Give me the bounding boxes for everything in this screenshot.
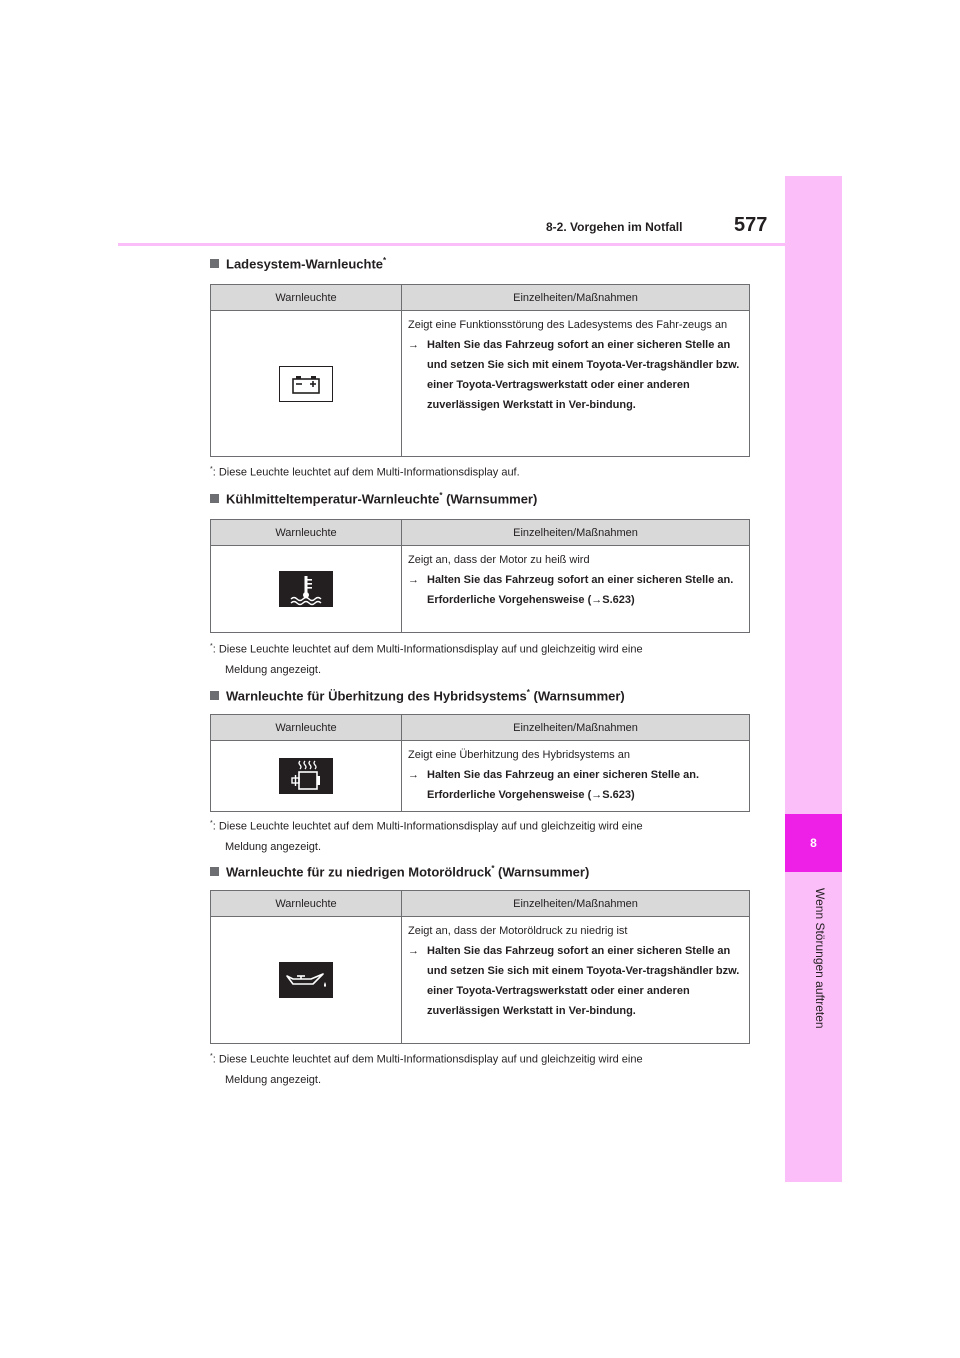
battery-charging-icon bbox=[279, 366, 333, 402]
column-header: Warnleuchte bbox=[211, 285, 402, 311]
bullet-square-icon bbox=[210, 691, 219, 700]
warning-table bbox=[210, 714, 750, 812]
hybrid-overheat-icon bbox=[279, 758, 333, 794]
column-header: Warnleuchte bbox=[211, 715, 402, 741]
section-heading: Kühlmitteltemperatur-Warnleuchte* (Warnsummer) bbox=[210, 491, 537, 506]
details-cell: Zeigt eine Funktionsstörung des Ladesystems des Fahr-zeugs an → Halten Sie das Fahrzeug sofort an einer sicheren Stelle an und setzen Sie sich mit einem Toyota-Ver-tragshändler bzw. einer Toyota-Vertragswerkstatt oder einer anderen zuverlässigen Werkstatt in Ver-bindung. bbox=[402, 311, 750, 457]
chapter-sidebar bbox=[785, 176, 842, 1182]
chapter-title: Wenn Störungen auftreten bbox=[813, 888, 827, 1029]
bullet-square-icon bbox=[210, 494, 219, 503]
coolant-temperature-icon bbox=[279, 571, 333, 607]
column-header: Einzelheiten/Maßnahmen bbox=[402, 715, 750, 741]
footnote: *: Diese Leuchte leuchtet auf dem Multi-Informationsdisplay auf. bbox=[210, 466, 520, 479]
header-divider bbox=[118, 243, 785, 246]
icon-cell bbox=[211, 917, 402, 1044]
icon-cell bbox=[211, 546, 402, 633]
section-heading: Warnleuchte für Überhitzung des Hybridsystems* (Warnsummer) bbox=[210, 688, 625, 703]
details-cell: Zeigt eine Überhitzung des Hybridsystems an → Halten Sie das Fahrzeug an einer sicheren Stelle an. Erforderliche Vorgehensweise (→S.623) bbox=[402, 741, 750, 812]
bullet-square-icon bbox=[210, 867, 219, 876]
column-header: Einzelheiten/Maßnahmen bbox=[402, 285, 750, 311]
column-header: Einzelheiten/Maßnahmen bbox=[402, 520, 750, 546]
chapter-number-tab: 8 bbox=[785, 814, 842, 872]
footnote: *: Diese Leuchte leuchtet auf dem Multi-Informationsdisplay auf und gleichzeitig wird eine Meldung angezeigt. bbox=[210, 1053, 643, 1086]
column-header: Warnleuchte bbox=[211, 520, 402, 546]
warning-table bbox=[210, 284, 750, 457]
icon-cell bbox=[211, 311, 402, 457]
footnote: *: Diese Leuchte leuchtet auf dem Multi-Informationsdisplay auf und gleichzeitig wird eine Meldung angezeigt. bbox=[210, 643, 643, 676]
section-heading: Warnleuchte für zu niedrigen Motoröldruck* (Warnsummer) bbox=[210, 864, 589, 879]
warning-table bbox=[210, 519, 750, 633]
details-cell: Zeigt an, dass der Motoröldruck zu niedrig ist → Halten Sie das Fahrzeug sofort an einer sicheren Stelle an und setzen Sie sich mit einem Toyota-Ver-tragshändler bzw. einer Toyota-Vertragswerkstatt oder einer anderen zuverlässigen Werkstatt in Ver-bindung. bbox=[402, 917, 750, 1044]
details-cell: Zeigt an, dass der Motor zu heiß wird → Halten Sie das Fahrzeug sofort an einer sicheren Stelle an. Erforderliche Vorgehensweise (→S.623) bbox=[402, 546, 750, 633]
section-title: 8-2. Vorgehen im Notfall bbox=[546, 220, 683, 234]
warning-table bbox=[210, 890, 750, 1044]
section-heading: Ladesystem-Warnleuchte* bbox=[210, 256, 386, 271]
column-header: Warnleuchte bbox=[211, 891, 402, 917]
footnote: *: Diese Leuchte leuchtet auf dem Multi-Informationsdisplay auf und gleichzeitig wird eine Meldung angezeigt. bbox=[210, 820, 643, 853]
icon-cell bbox=[211, 741, 402, 812]
bullet-square-icon bbox=[210, 259, 219, 268]
page-number: 577 bbox=[734, 214, 768, 236]
oil-pressure-icon bbox=[279, 962, 333, 998]
column-header: Einzelheiten/Maßnahmen bbox=[402, 891, 750, 917]
